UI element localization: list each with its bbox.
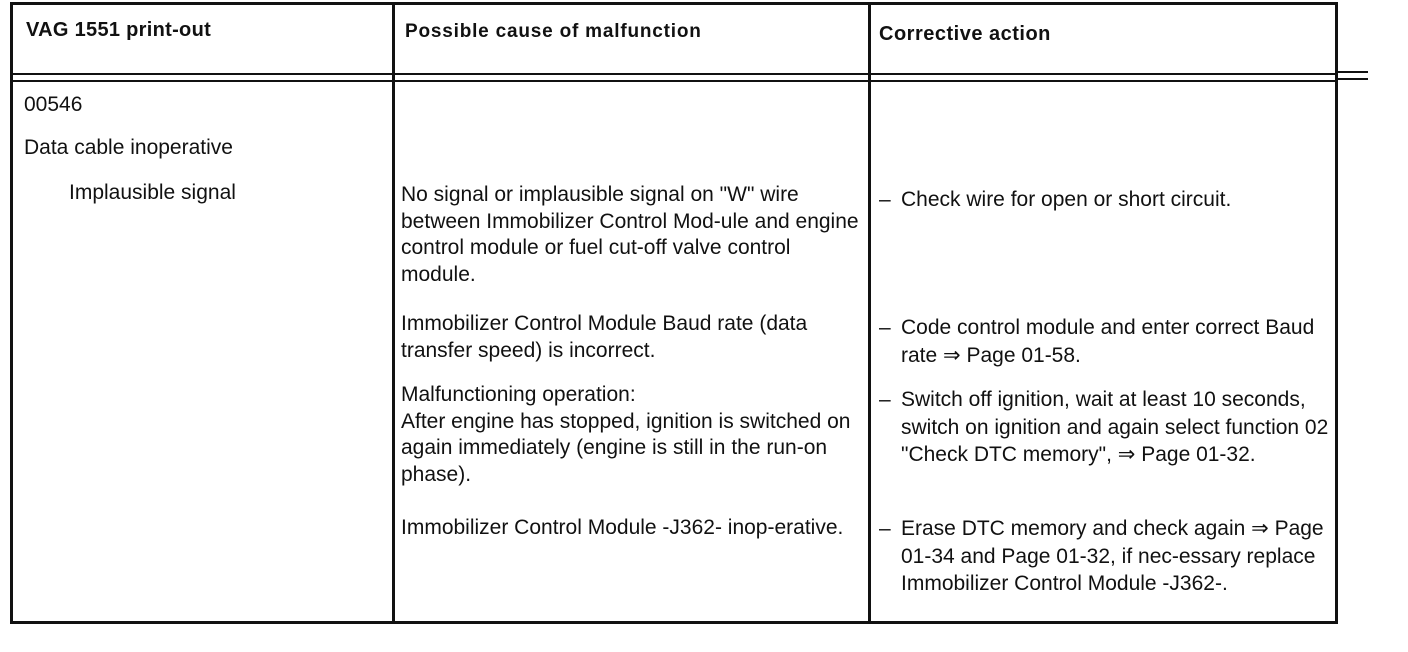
- fault-description: Data cable inoperative: [24, 136, 233, 159]
- action-text-2: Code control module and enter correct Baud rate ⇒ Page 01-58.: [901, 316, 1315, 367]
- cause-text-1: No signal or implausible signal on "W" wire between Immobilizer Control Mod-ule and engine control module or fuel cut-off valve control module.: [401, 183, 859, 286]
- cause-text-4: Immobilizer Control Module -J362- inop-erative.: [401, 516, 844, 539]
- bullet-dash: –: [879, 316, 891, 339]
- action-item-2: [879, 314, 1339, 369]
- action-item-4: [879, 515, 1339, 598]
- action-item-1: [879, 186, 1339, 214]
- header-rule-extension-top: [1338, 71, 1368, 73]
- header-action: Corrective action: [879, 23, 1051, 45]
- header-rule-bottom: [13, 80, 1335, 82]
- header-printout: VAG 1551 print-out: [26, 19, 212, 41]
- cause-text-3: [401, 382, 861, 488]
- column-divider-2: [868, 5, 871, 621]
- action-text-1: Check wire for open or short circuit.: [901, 188, 1232, 211]
- bullet-dash: –: [879, 517, 891, 540]
- cause-body-3: After engine has stopped, ignition is switched on again immediately (engine is still in the run-on phase).: [401, 409, 851, 486]
- header-rule-top: [13, 73, 1335, 75]
- fault-symptom: Implausible signal: [69, 181, 236, 204]
- header-rule-extension-bottom: [1338, 78, 1368, 80]
- cause-title-3: Malfunctioning operation:: [401, 383, 636, 406]
- diagnostic-table: [10, 2, 1338, 624]
- bullet-dash: –: [879, 188, 891, 211]
- action-text-3: Switch off ignition, wait at least 10 seconds, switch on ignition and again select function 02 "Check DTC memory", ⇒ Page 01-32.: [901, 388, 1329, 466]
- action-item-3: [879, 386, 1339, 469]
- header-cause: Possible cause of malfunction: [405, 21, 702, 42]
- cause-text-2: Immobilizer Control Module Baud rate (data transfer speed) is incorrect.: [401, 312, 808, 362]
- fault-code: 00546: [24, 93, 83, 116]
- bullet-dash: –: [879, 388, 891, 411]
- action-text-4: Erase DTC memory and check again ⇒ Page 01-34 and Page 01-32, if nec-essary replace Immobilizer Control Module -J362-.: [901, 517, 1324, 595]
- column-divider-1: [392, 5, 395, 621]
